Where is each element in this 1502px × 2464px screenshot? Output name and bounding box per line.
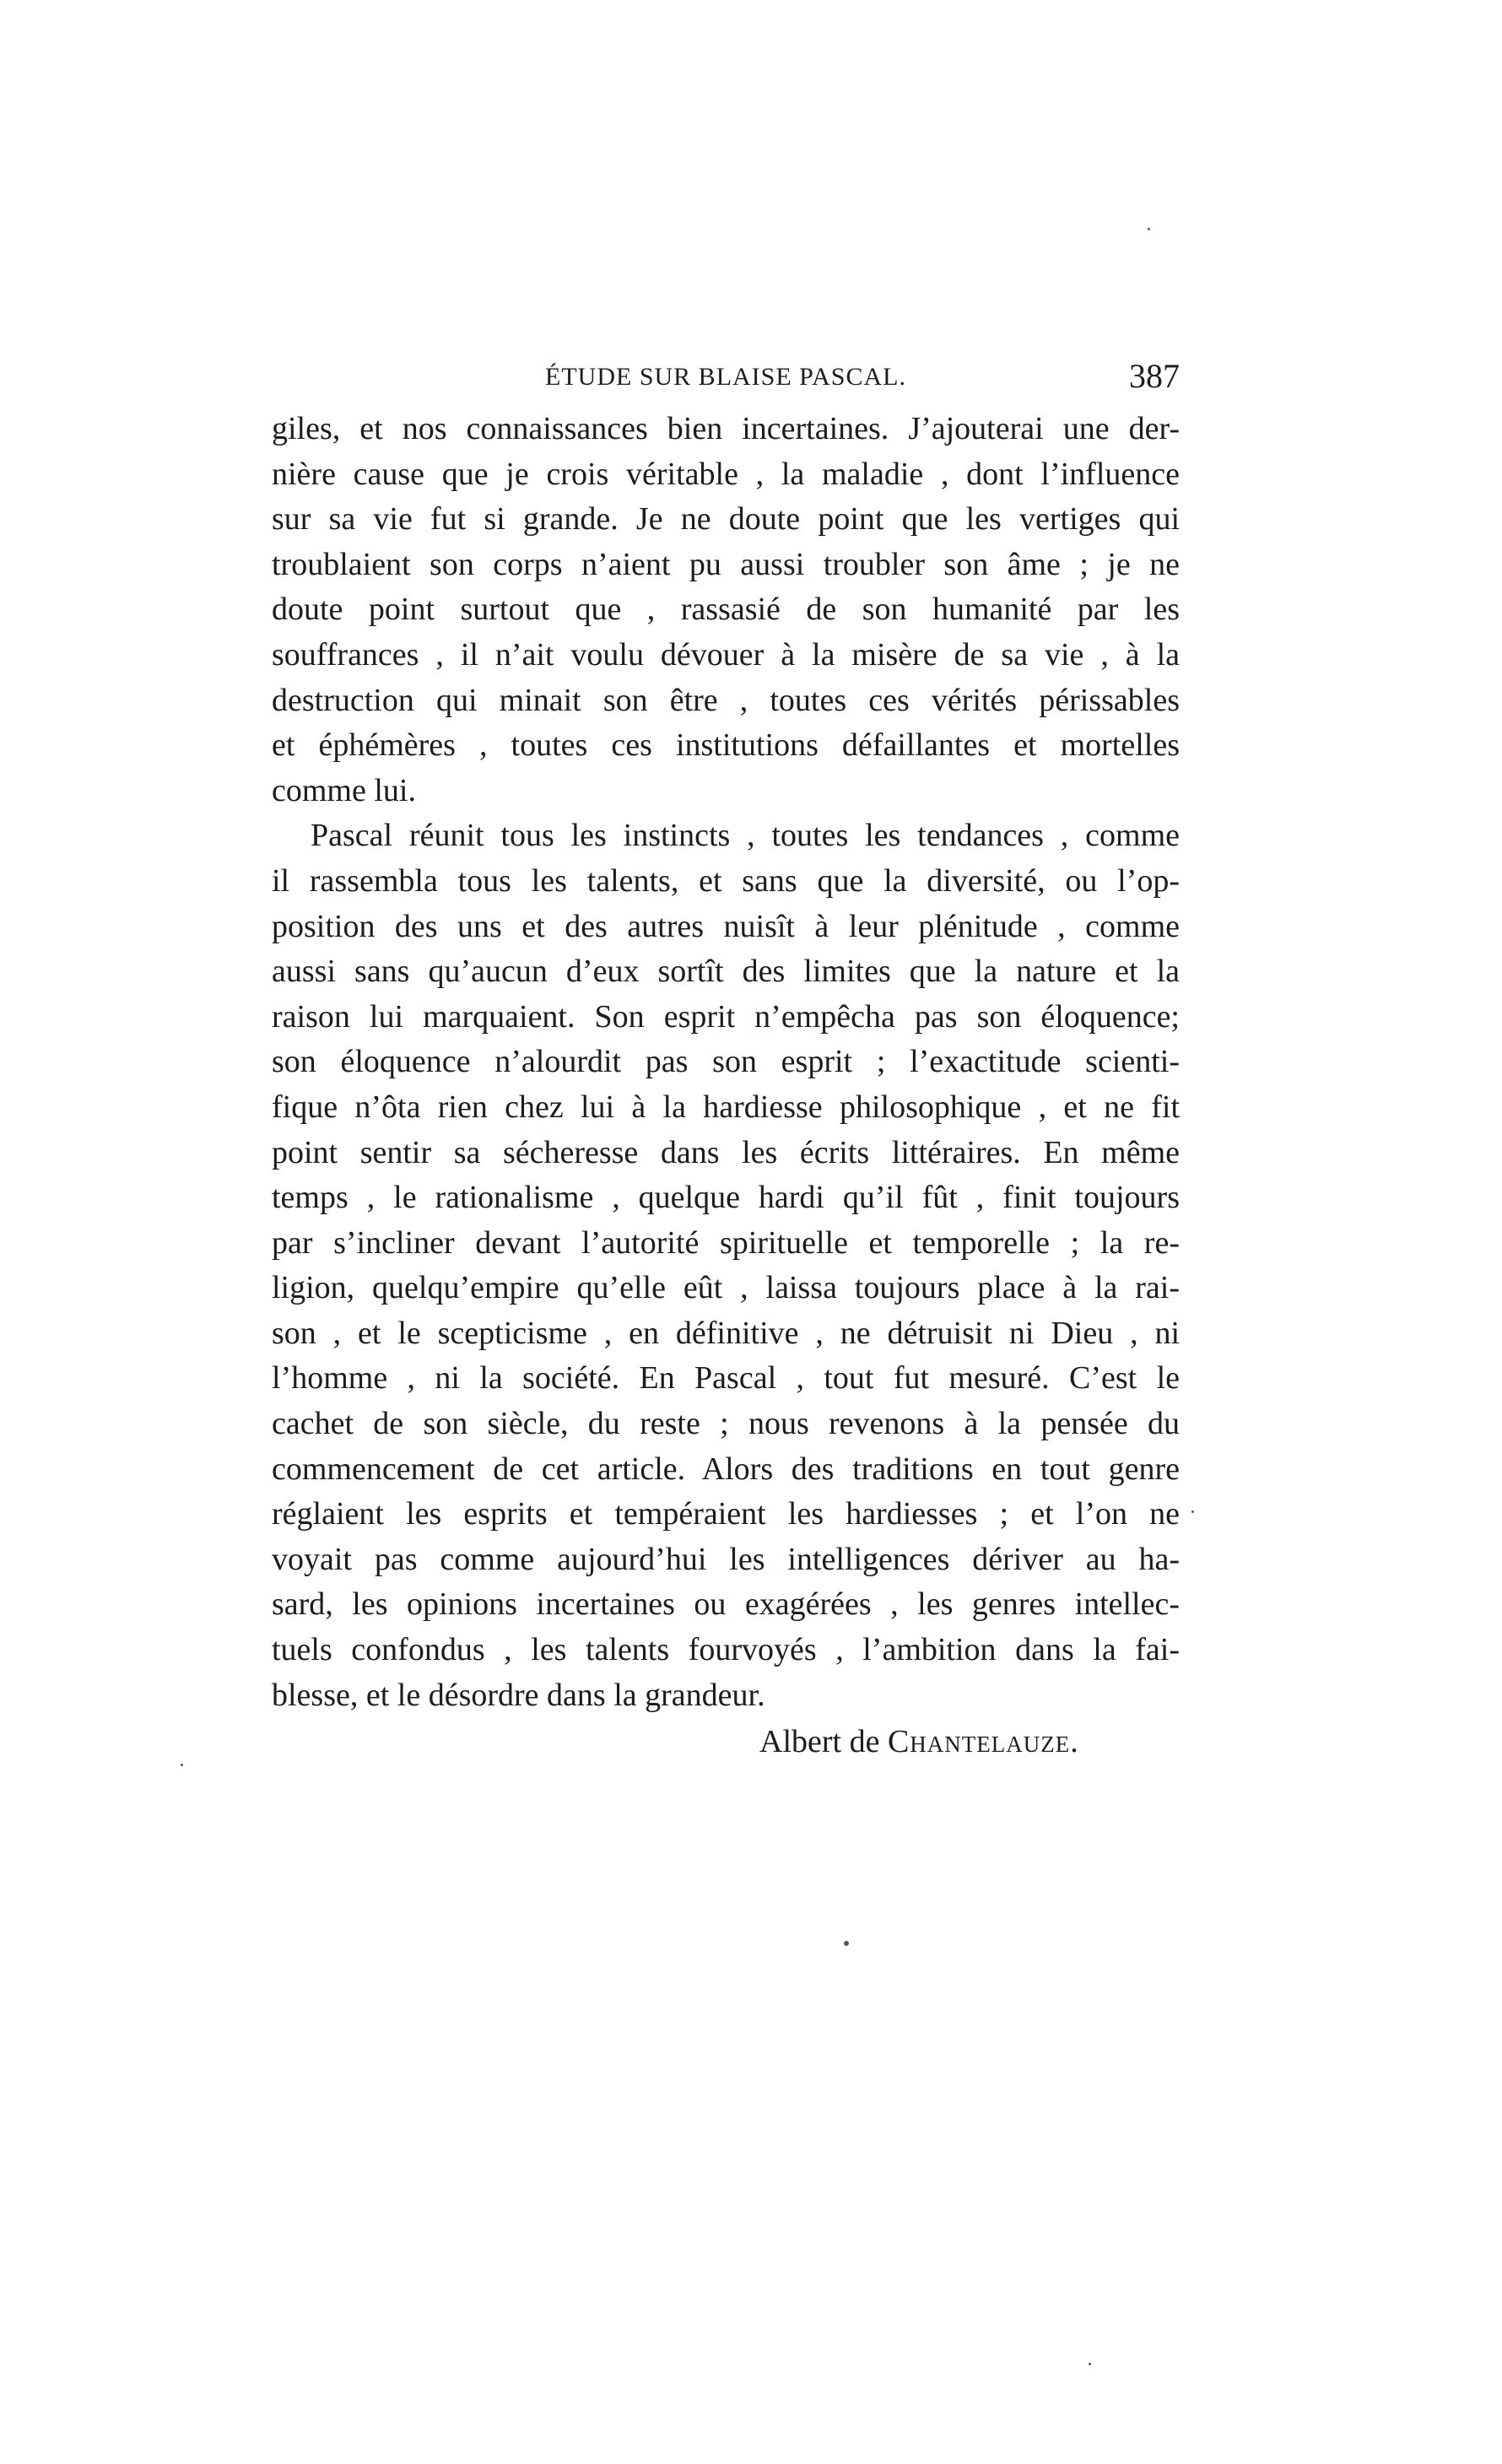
paper-speck: [1089, 2363, 1091, 2365]
text-line: voyait pas comme aujourd’hui les intelligences dériver au ha-: [272, 1541, 1180, 1577]
author-signature: [272, 1716, 1180, 1767]
text-line: réglaient les esprits et tempéraient les hardiesses ; et l’on ne: [272, 1496, 1180, 1532]
text-line: point sentir sa sécheresse dans les écrits littéraires. En même: [272, 1134, 1180, 1170]
paragraph-1: [272, 407, 1180, 813]
text-line: tuels confondus , les talents fourvoyés , l’ambition dans la fai-: [272, 1632, 1180, 1668]
text-line: giles, et nos connaissances bien incertaines. J’ajouterai une der-: [272, 411, 1180, 446]
text-line: cachet de son siècle, du reste ; nous revenons à la pensée du: [272, 1406, 1180, 1442]
text-line: destruction qui minait son être , toutes ces vérités périssables: [272, 682, 1180, 718]
author-surname: Chantelauze.: [887, 1724, 1079, 1759]
paper-speck: [181, 1764, 183, 1766]
text-line: blesse, et le désordre dans la grandeur.: [272, 1677, 765, 1713]
text-line: raison lui marquaient. Son esprit n’empêcha pas son éloquence;: [272, 998, 1180, 1035]
text-line: position des uns et des autres nuisît à leur plénitude , comme: [272, 908, 1180, 944]
text-line: nière cause que je crois véritable , la maladie , dont l’influence: [272, 456, 1180, 492]
text-line: temps , le rationalisme , quelque hardi qu’il fût , finit toujours: [272, 1180, 1180, 1216]
text-line: l’homme , ni la société. En Pascal , tout fut mesuré. C’est le: [272, 1360, 1180, 1397]
body-text: [272, 407, 1180, 1718]
text-line: Pascal réunit tous les instincts , toutes les tendances , comme: [311, 818, 1180, 854]
text-line: par s’incliner devant l’autorité spirituelle et temporelle ; la re-: [272, 1224, 1180, 1261]
paper-speck: [1191, 1510, 1194, 1513]
paragraph-2: [272, 813, 1180, 1718]
text-line: souffrances , il n’ait voulu dévouer à la misère de sa vie , à la: [272, 636, 1180, 673]
text-line: sard, les opinions incertaines ou exagérées , les genres intellec-: [272, 1586, 1180, 1623]
text-line: son éloquence n’alourdit pas son esprit ; l’exactitude scienti-: [272, 1044, 1180, 1080]
text-line: doute point surtout que , rassasié de son humanité par les: [272, 592, 1180, 628]
text-line: ligion, quelqu’empire qu’elle eût , laissa toujours place à la rai-: [272, 1270, 1180, 1306]
paper-speck: [1148, 228, 1150, 230]
author-first-name: Albert de: [759, 1724, 880, 1759]
text-line: comme lui.: [272, 772, 416, 808]
text-line: et éphémères , toutes ces institutions défaillantes et mortelles: [272, 727, 1180, 764]
paper-speck: [844, 1941, 849, 1946]
text-line: troublaient son corps n’aient pu aussi troubler son âme ; je ne: [272, 546, 1180, 582]
page-header: [272, 354, 1180, 405]
text-line: sur sa vie fut si grande. Je ne doute point que les vertiges qui: [272, 501, 1180, 538]
page-number: 387: [1129, 357, 1180, 395]
text-line: il rassembla tous les talents, et sans que la diversité, ou l’op-: [272, 862, 1180, 899]
text-line: commencement de cet article. Alors des traditions en tout genre: [272, 1451, 1180, 1487]
running-head: ÉTUDE SUR BLAISE PASCAL.: [545, 363, 906, 391]
text-line: son , et le scepticisme , en définitive , ne détruisit ni Dieu , ni: [272, 1315, 1180, 1351]
text-line: aussi sans qu’aucun d’eux sortît des limites que la nature et la: [272, 954, 1180, 990]
text-line: fique n’ôta rien chez lui à la hardiesse philosophique , et ne fit: [272, 1089, 1180, 1125]
